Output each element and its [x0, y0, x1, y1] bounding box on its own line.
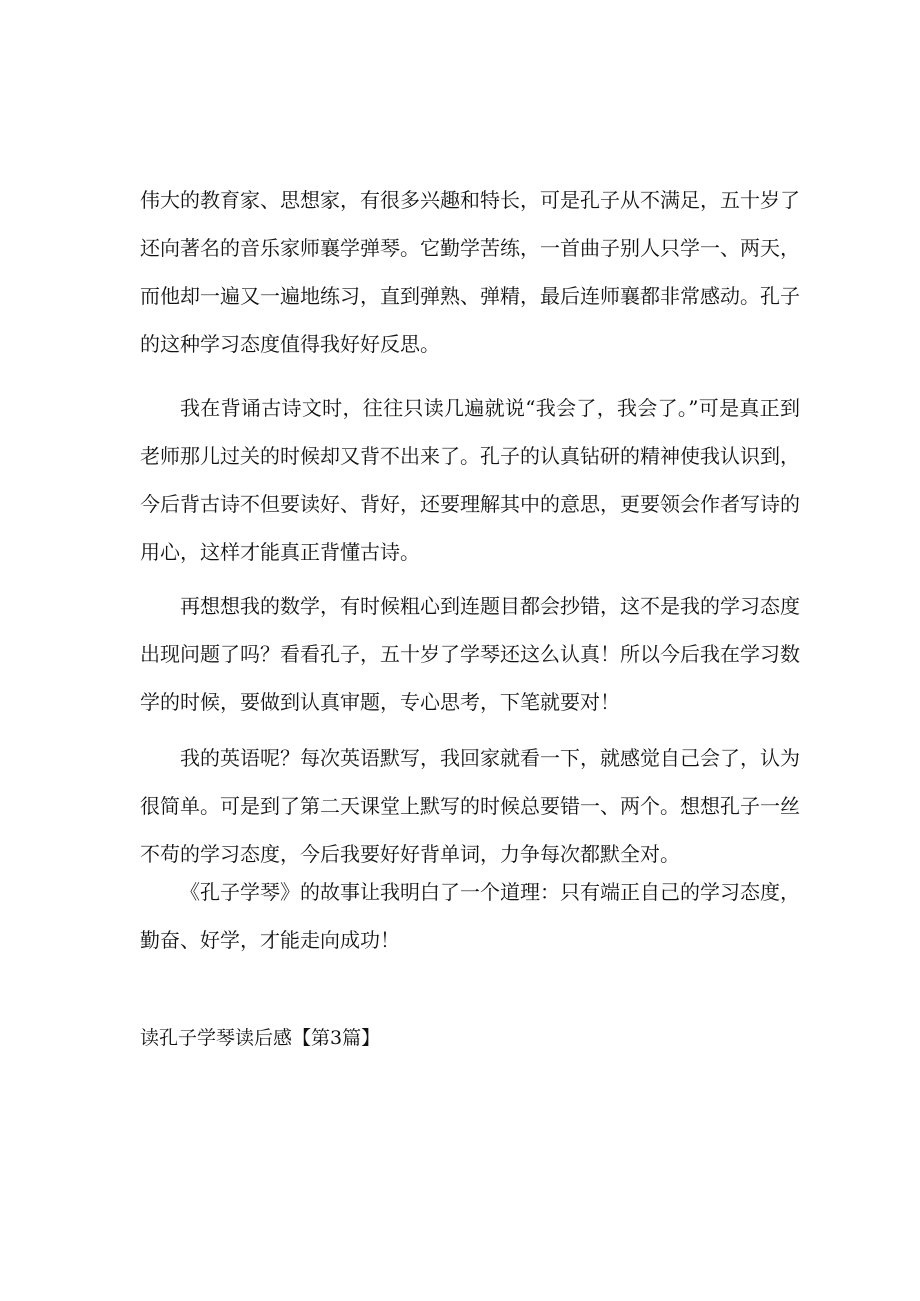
paragraph-conclusion: 《孔子学琴》的故事让我明白了一个道理：只有端正自己的学习态度，勤奋、好学，才能走向成功！ — [140, 880, 800, 952]
paragraph-confucius-learning: 伟大的教育家、思想家，有很多兴趣和特长，可是孔子从不满足，五十岁了还向著名的音乐家师襄学弹琴。它勤学苦练，一首曲子别人只学一、两天，而他却一遍又一遍地练习，直到弹熟、弹精，最后连师襄都非常感动。孔子的这种学习态度值得我好好反思。 — [140, 188, 800, 356]
section-heading: 读孔子学琴读后感【第3篇】 — [140, 1027, 381, 1049]
paragraph-reciting-poems: 我在背诵古诗文时，往往只读几遍就说“我会了，我会了。”可是真正到老师那儿过关的时候却又背不出来了。孔子的认真钻研的精神使我认识到，今后背古诗不但要读好、背好，还要理解其中的意思，更要领会作者写诗的用心，这样才能真正背懂古诗。 — [140, 396, 800, 564]
paragraph-english: 我的英语呢？每次英语默写，我回家就看一下，就感觉自己会了，认为很简单。可是到了第二天课堂上默写的时候总要错一、两个。想想孔子一丝不苟的学习态度，今后我要好好背单词，力争每次都默全对。 — [140, 746, 800, 866]
paragraph-math: 再想想我的数学，有时候粗心到连题目都会抄错，这不是我的学习态度出现问题了吗？看看孔子，五十岁了学琴还这么认真！所以今后我在学习数学的时候，要做到认真审题，专心思考，下笔就要对！ — [140, 594, 800, 714]
